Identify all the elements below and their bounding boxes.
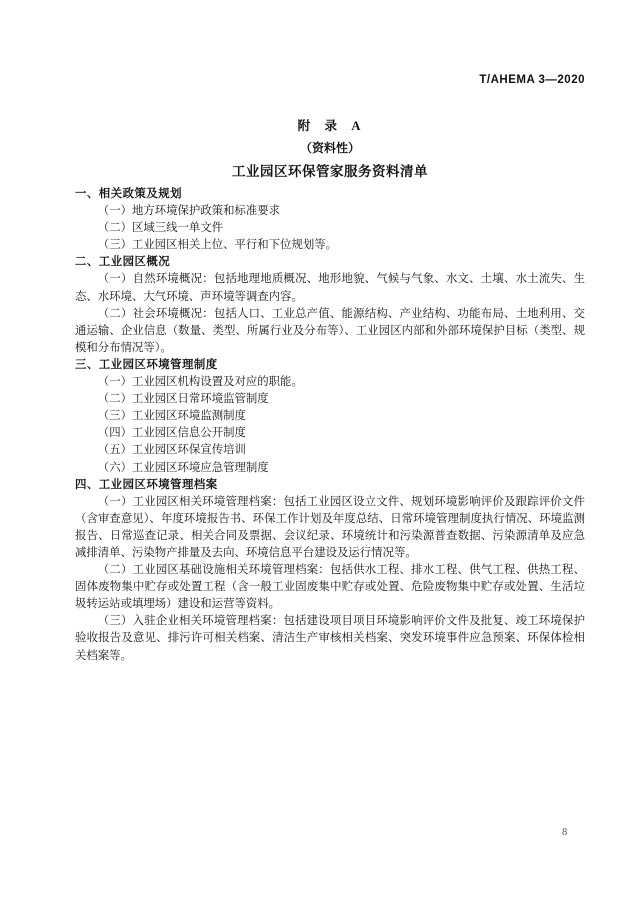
document-body xyxy=(75,186,585,665)
section-heading: 二、工业园区概况 xyxy=(75,256,171,269)
section-item: （三）入驻企业相关环境管理档案：包括建设项目项目环境影响评价文件及批复、竣工环境保护验收报告及意见、排污许可相关档案、清洁生产审核相关档案、突发环境事件应急预案、环保体检相关档案等。 xyxy=(75,615,585,662)
section-item: （二）工业园区基础设施相关环境管理档案：包括供水工程、排水工程、供气工程、供热工程、固体废物集中贮存或处置工程（含一般工业固废集中贮存或处置、危险废物集中贮存或处置、生活垃圾转运站或填埋场）建设和运营等资料。 xyxy=(75,564,585,611)
appendix-subtitle: 工业园区环保管家服务资料清单 xyxy=(232,164,428,179)
standard-number-header: T/AHEMA 3—2020 xyxy=(479,74,585,86)
section-item: （五）工业园区环保宣传培训 xyxy=(97,444,246,457)
section-heading: 一、相关政策及规划 xyxy=(75,188,183,200)
appendix-title-block xyxy=(75,116,585,180)
section-item: （二）工业园区日常环境监管制度 xyxy=(97,393,269,406)
section-heading: 四、工业园区环境管理档案 xyxy=(75,478,218,491)
section-item: （二）社会环境概况：包括人口、工业总产值、能源结构、产业结构、功能布局、土地利用、交通运输、企业信息（数量、类型、所属行业及分布等）、工业园区内部和外部环境保护目标（类型、规模和分布情况等）。 xyxy=(75,307,585,354)
section-item: （六）工业园区环境应急管理制度 xyxy=(97,461,269,474)
section-item: （二）区域三线一单文件 xyxy=(97,222,224,235)
appendix-heading: 附 录 A xyxy=(297,119,363,133)
section-heading: 三、工业园区环境管理制度 xyxy=(75,358,218,371)
section-item: （三）工业园区相关上位、平行和下位规划等。 xyxy=(97,239,338,252)
section-item: （一）工业园区相关环境管理档案：包括工业园区设立文件、规划环境影响评价及跟踪评价文件（含审查意见）、年度环境报告书、环保工作计划及年度总结、日常环境管理制度执行情况、环境监测报告、日常巡查记录、相关合同及票据、会议纪录、环境统计和污染源普查数据、污染源清单及应急减排清单、污染物产排量及去向、环境信息平台建设及运行情况等。 xyxy=(75,495,585,559)
section-item: （四）工业园区信息公开制度 xyxy=(97,427,246,440)
section-item: （三）工业园区环境监测制度 xyxy=(97,410,246,423)
section-item: （一）自然环境概况：包括地理地质概况、地形地貌、气候与气象、水文、土壤、水土流失、生态、水环境、大气环境、声环境等调查内容。 xyxy=(75,273,585,303)
section-item: （一）工业园区机构设置及对应的职能。 xyxy=(97,376,303,389)
section-item: （一）地方环境保护政策和标准要求 xyxy=(97,205,281,218)
appendix-type-label: （资料性） xyxy=(299,141,360,155)
page-number: 8 xyxy=(562,827,568,838)
